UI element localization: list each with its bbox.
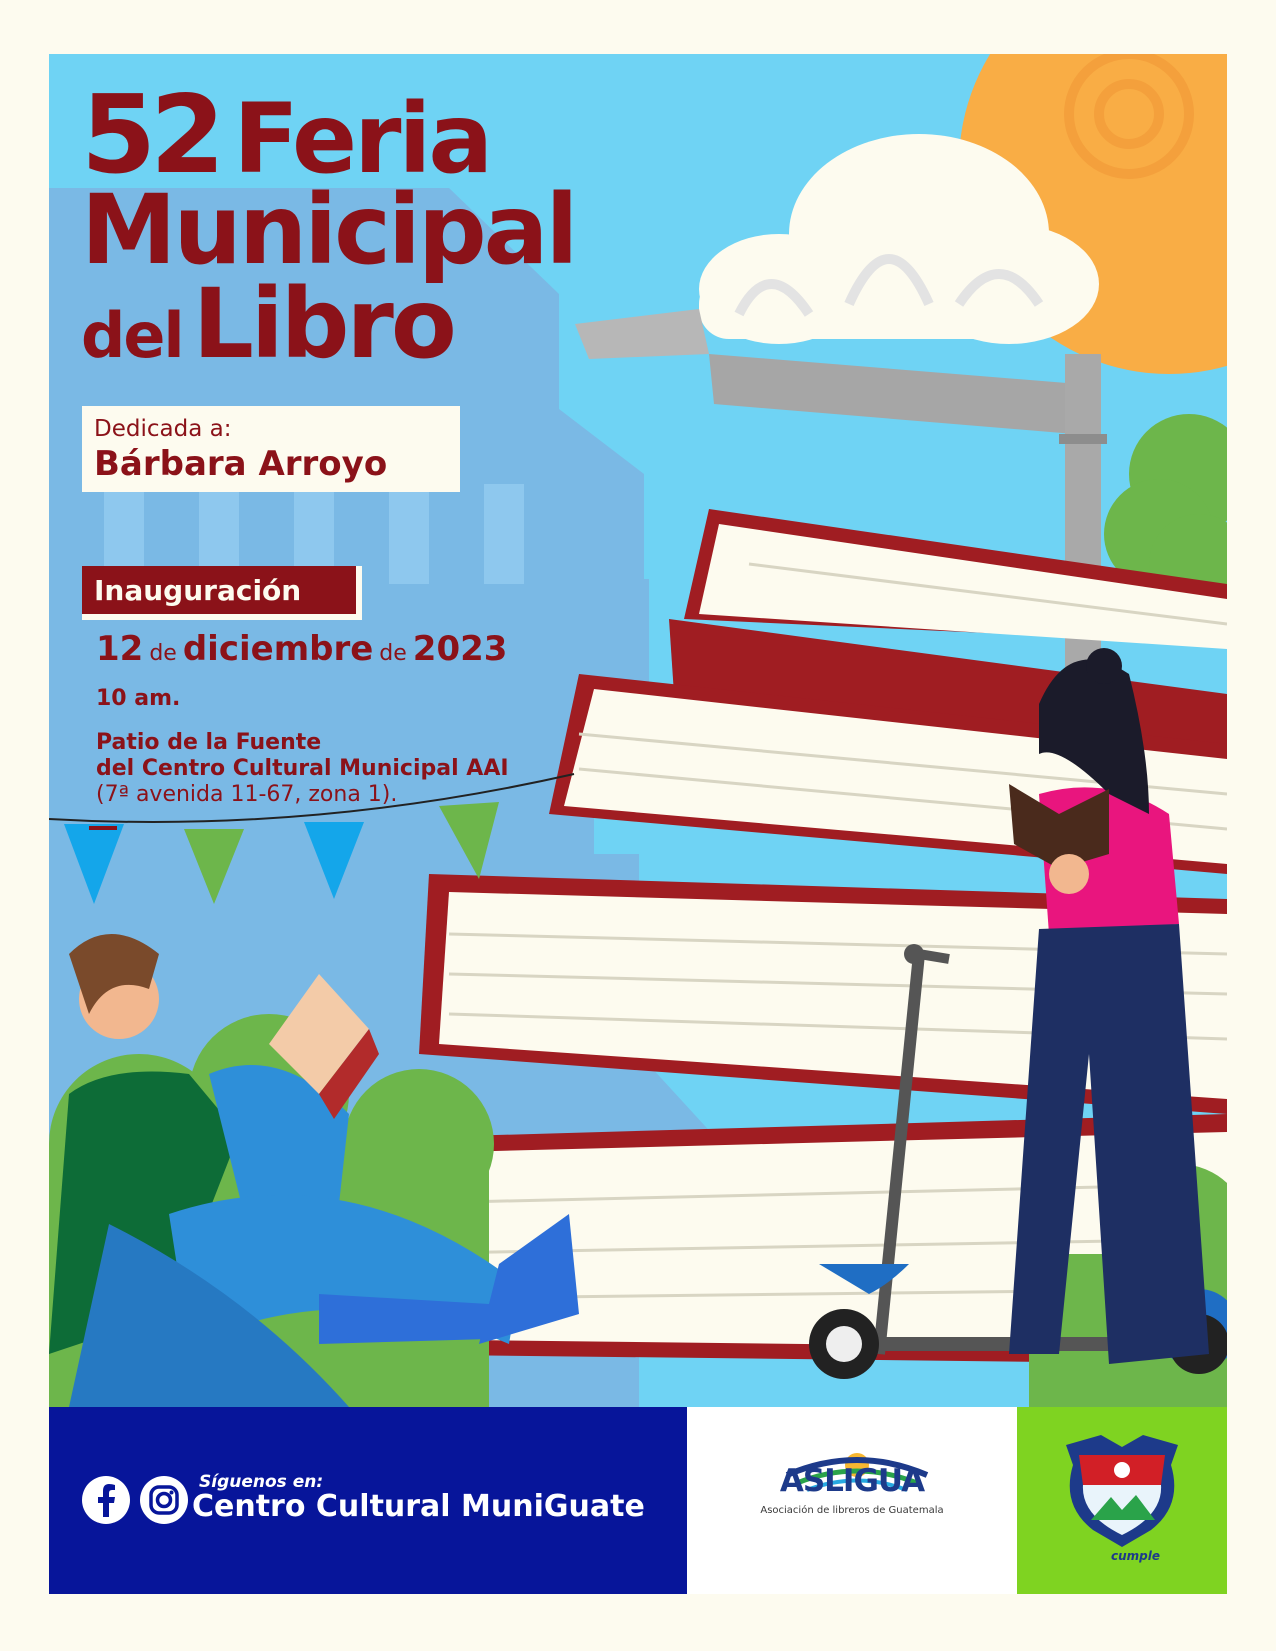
municipal-crest-panel (1017, 1407, 1227, 1594)
follow-label: Síguenos en: (199, 1472, 324, 1492)
municipal-crest-icon (1051, 1425, 1193, 1565)
date-year: 2023 (412, 629, 508, 669)
inauguration-label: Inauguración (94, 574, 302, 607)
title-libro: Libro (192, 268, 454, 380)
dedication-label: Dedicada a: (94, 416, 232, 442)
place-address: (7ª avenida 11-67, zona 1). (96, 782, 398, 807)
event-place (96, 730, 509, 808)
inauguration-badge (82, 566, 362, 620)
divider-dash (89, 826, 117, 830)
date-de-1: de (149, 641, 177, 666)
crest-tag: cumple (1111, 1549, 1161, 1563)
date-month: diciembre (182, 629, 374, 669)
poster (49, 54, 1227, 1594)
dedication-name: Bárbara Arroyo (94, 444, 388, 484)
facebook-icon[interactable] (81, 1475, 131, 1525)
date-de-2: de (379, 641, 407, 666)
event-date (96, 629, 507, 669)
asligua-logo-panel (687, 1407, 1017, 1594)
dedication-box (82, 406, 460, 492)
footer (49, 1407, 1227, 1594)
title-line-2: Municipal (81, 174, 576, 286)
asligua-name: ASLIGUA (779, 1463, 925, 1499)
date-day: 12 (96, 629, 144, 669)
edition-number: 52 (81, 73, 220, 198)
title-del: del (81, 299, 183, 372)
social-account[interactable]: Centro Cultural MuniGuate (192, 1489, 645, 1524)
title-line-3 (81, 268, 454, 380)
place-line-1: Patio de la Fuente (96, 730, 322, 755)
title-feria: Feria (233, 83, 491, 195)
instagram-icon[interactable] (139, 1475, 189, 1525)
place-line-2: del Centro Cultural Municipal AAI (96, 756, 509, 781)
event-time: 10 am. (96, 686, 181, 711)
asligua-subtitle: Asociación de libreros de Guatemala (760, 1505, 944, 1516)
footer-social (49, 1407, 687, 1594)
